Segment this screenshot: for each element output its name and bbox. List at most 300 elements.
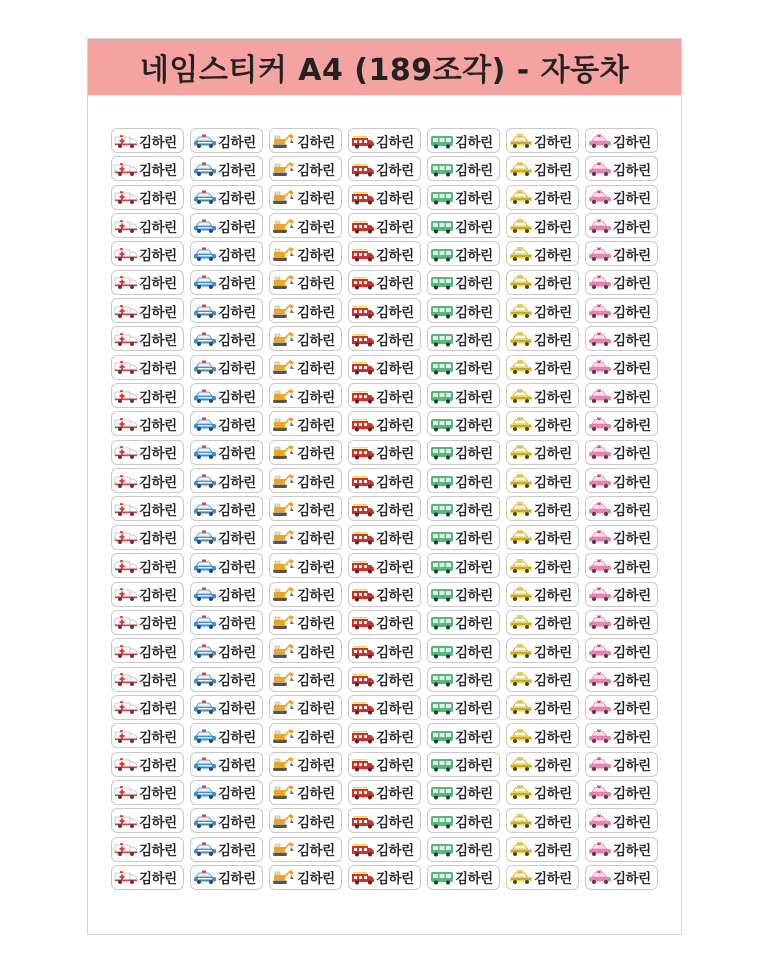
sticker-name: 김하린 bbox=[613, 389, 651, 406]
name-sticker bbox=[269, 808, 342, 833]
fire-truck-icon bbox=[351, 189, 375, 205]
name-sticker bbox=[111, 695, 184, 720]
excavator-icon bbox=[272, 643, 296, 659]
taxi-icon bbox=[509, 699, 533, 715]
name-sticker bbox=[427, 326, 500, 351]
police-car-icon bbox=[193, 189, 217, 205]
bus-icon bbox=[430, 359, 454, 375]
name-sticker bbox=[427, 241, 500, 266]
taxi-icon bbox=[509, 671, 533, 687]
name-sticker bbox=[506, 326, 579, 351]
excavator-icon bbox=[272, 161, 296, 177]
sticker-name: 김하린 bbox=[613, 843, 651, 860]
name-sticker bbox=[111, 298, 184, 323]
name-sticker bbox=[269, 496, 342, 521]
sticker-name: 김하린 bbox=[376, 673, 414, 690]
sticker-name: 김하린 bbox=[297, 162, 335, 179]
sticker-name: 김하린 bbox=[455, 162, 493, 179]
sticker-name: 김하린 bbox=[218, 134, 256, 151]
name-sticker bbox=[190, 837, 263, 862]
fire-truck-icon bbox=[351, 671, 375, 687]
name-sticker bbox=[348, 780, 421, 805]
name-sticker bbox=[111, 185, 184, 210]
sticker-name: 김하린 bbox=[534, 502, 572, 519]
sticker-name: 김하린 bbox=[139, 616, 177, 633]
sticker-name: 김하린 bbox=[455, 616, 493, 633]
fire-truck-icon bbox=[351, 586, 375, 602]
taxi-icon bbox=[509, 728, 533, 744]
name-sticker bbox=[506, 156, 579, 181]
sticker-name: 김하린 bbox=[534, 162, 572, 179]
pink-car-icon bbox=[588, 784, 612, 800]
name-sticker bbox=[111, 355, 184, 380]
sticker-name: 김하린 bbox=[218, 729, 256, 746]
name-sticker bbox=[585, 695, 658, 720]
sticker-name: 김하린 bbox=[139, 247, 177, 264]
sticker-name: 김하린 bbox=[297, 502, 335, 519]
name-sticker bbox=[427, 837, 500, 862]
name-sticker bbox=[111, 383, 184, 408]
taxi-icon bbox=[509, 473, 533, 489]
ambulance-icon bbox=[114, 841, 138, 857]
sticker-name: 김하린 bbox=[455, 219, 493, 236]
name-sticker bbox=[269, 156, 342, 181]
sticker-name: 김하린 bbox=[218, 361, 256, 378]
taxi-icon bbox=[509, 444, 533, 460]
sticker-name: 김하린 bbox=[613, 162, 651, 179]
sticker-name: 김하린 bbox=[455, 701, 493, 718]
sticker-name: 김하린 bbox=[376, 361, 414, 378]
name-sticker bbox=[585, 610, 658, 635]
sticker-name: 김하린 bbox=[455, 502, 493, 519]
sticker-name: 김하린 bbox=[139, 701, 177, 718]
bus-icon bbox=[430, 303, 454, 319]
name-sticker bbox=[348, 213, 421, 238]
bus-icon bbox=[430, 501, 454, 517]
name-sticker bbox=[585, 383, 658, 408]
sticker-name: 김하린 bbox=[297, 191, 335, 208]
excavator-icon bbox=[272, 444, 296, 460]
police-car-icon bbox=[193, 274, 217, 290]
name-sticker bbox=[348, 355, 421, 380]
name-sticker bbox=[427, 213, 500, 238]
sticker-name: 김하린 bbox=[218, 758, 256, 775]
name-sticker bbox=[190, 383, 263, 408]
sticker-name: 김하린 bbox=[139, 361, 177, 378]
bus-icon bbox=[430, 643, 454, 659]
excavator-icon bbox=[272, 756, 296, 772]
pink-car-icon bbox=[588, 558, 612, 574]
name-sticker bbox=[506, 241, 579, 266]
ambulance-icon bbox=[114, 699, 138, 715]
name-sticker bbox=[506, 525, 579, 550]
name-sticker bbox=[269, 185, 342, 210]
bus-icon bbox=[430, 784, 454, 800]
sticker-name: 김하린 bbox=[534, 304, 572, 321]
sticker-name: 김하린 bbox=[455, 474, 493, 491]
police-car-icon bbox=[193, 529, 217, 545]
bus-icon bbox=[430, 558, 454, 574]
taxi-icon bbox=[509, 161, 533, 177]
police-car-icon bbox=[193, 331, 217, 347]
name-sticker bbox=[269, 213, 342, 238]
sticker-name: 김하린 bbox=[297, 474, 335, 491]
name-sticker bbox=[348, 525, 421, 550]
pink-car-icon bbox=[588, 756, 612, 772]
taxi-icon bbox=[509, 756, 533, 772]
name-sticker bbox=[348, 241, 421, 266]
name-sticker bbox=[111, 213, 184, 238]
sticker-name: 김하린 bbox=[297, 219, 335, 236]
sticker-name: 김하린 bbox=[297, 417, 335, 434]
sticker-name: 김하린 bbox=[455, 871, 493, 888]
pink-car-icon bbox=[588, 671, 612, 687]
fire-truck-icon bbox=[351, 444, 375, 460]
sticker-name: 김하린 bbox=[297, 531, 335, 548]
police-car-icon bbox=[193, 416, 217, 432]
name-sticker bbox=[506, 468, 579, 493]
taxi-icon bbox=[509, 388, 533, 404]
pink-car-icon bbox=[588, 444, 612, 460]
ambulance-icon bbox=[114, 218, 138, 234]
sticker-name: 김하린 bbox=[139, 786, 177, 803]
name-sticker bbox=[269, 667, 342, 692]
ambulance-icon bbox=[114, 388, 138, 404]
sticker-name: 김하린 bbox=[613, 304, 651, 321]
fire-truck-icon bbox=[351, 529, 375, 545]
ambulance-icon bbox=[114, 756, 138, 772]
sticker-name: 김하린 bbox=[534, 191, 572, 208]
taxi-icon bbox=[509, 359, 533, 375]
sticker-name: 김하린 bbox=[613, 361, 651, 378]
bus-icon bbox=[430, 699, 454, 715]
name-sticker bbox=[585, 723, 658, 748]
name-sticker bbox=[111, 723, 184, 748]
name-sticker bbox=[269, 355, 342, 380]
ambulance-icon bbox=[114, 558, 138, 574]
name-sticker bbox=[506, 270, 579, 295]
bus-icon bbox=[430, 189, 454, 205]
police-car-icon bbox=[193, 388, 217, 404]
sticker-name: 김하린 bbox=[455, 588, 493, 604]
taxi-icon bbox=[509, 274, 533, 290]
ambulance-icon bbox=[114, 501, 138, 517]
sticker-name: 김하린 bbox=[455, 134, 493, 151]
sticker-name: 김하린 bbox=[613, 417, 651, 434]
sticker-name: 김하린 bbox=[455, 276, 493, 293]
name-sticker bbox=[190, 525, 263, 550]
pink-car-icon bbox=[588, 614, 612, 630]
name-sticker bbox=[269, 553, 342, 578]
sticker-name: 김하린 bbox=[297, 276, 335, 293]
ambulance-icon bbox=[114, 133, 138, 149]
sticker-name: 김하린 bbox=[139, 162, 177, 179]
name-sticker bbox=[427, 780, 500, 805]
sticker-name: 김하린 bbox=[613, 729, 651, 746]
name-sticker bbox=[111, 496, 184, 521]
name-sticker bbox=[190, 610, 263, 635]
name-sticker bbox=[427, 695, 500, 720]
sticker-name: 김하린 bbox=[613, 786, 651, 803]
sticker-name: 김하린 bbox=[613, 502, 651, 519]
sticker-name: 김하린 bbox=[455, 304, 493, 321]
police-car-icon bbox=[193, 699, 217, 715]
name-sticker bbox=[111, 865, 184, 890]
sticker-name: 김하린 bbox=[376, 219, 414, 236]
name-sticker bbox=[585, 270, 658, 295]
excavator-icon bbox=[272, 274, 296, 290]
bus-icon bbox=[430, 246, 454, 262]
name-sticker bbox=[348, 752, 421, 777]
sticker-name: 김하린 bbox=[534, 616, 572, 633]
ambulance-icon bbox=[114, 189, 138, 205]
police-car-icon bbox=[193, 133, 217, 149]
fire-truck-icon bbox=[351, 473, 375, 489]
excavator-icon bbox=[272, 529, 296, 545]
bus-icon bbox=[430, 671, 454, 687]
sticker-name: 김하린 bbox=[455, 644, 493, 661]
name-sticker bbox=[190, 752, 263, 777]
fire-truck-icon bbox=[351, 133, 375, 149]
name-sticker bbox=[190, 270, 263, 295]
name-sticker bbox=[111, 667, 184, 692]
sticker-name: 김하린 bbox=[297, 389, 335, 406]
name-sticker bbox=[506, 837, 579, 862]
excavator-icon bbox=[272, 784, 296, 800]
police-car-icon bbox=[193, 558, 217, 574]
pink-car-icon bbox=[588, 388, 612, 404]
name-sticker bbox=[585, 298, 658, 323]
name-sticker bbox=[427, 411, 500, 436]
name-sticker bbox=[348, 695, 421, 720]
name-sticker bbox=[348, 553, 421, 578]
name-sticker bbox=[348, 326, 421, 351]
ambulance-icon bbox=[114, 331, 138, 347]
police-car-icon bbox=[193, 586, 217, 602]
bus-icon bbox=[430, 529, 454, 545]
police-car-icon bbox=[193, 473, 217, 489]
name-sticker bbox=[585, 440, 658, 465]
name-sticker bbox=[269, 411, 342, 436]
sticker-name: 김하린 bbox=[613, 644, 651, 661]
name-sticker bbox=[111, 582, 184, 607]
sticker-name: 김하린 bbox=[455, 417, 493, 434]
sticker-name: 김하린 bbox=[139, 502, 177, 519]
name-sticker bbox=[348, 440, 421, 465]
name-sticker bbox=[506, 411, 579, 436]
sticker-name: 김하린 bbox=[534, 588, 572, 604]
sticker-name: 김하린 bbox=[455, 332, 493, 349]
name-sticker bbox=[506, 667, 579, 692]
sticker-name: 김하린 bbox=[297, 134, 335, 151]
fire-truck-icon bbox=[351, 869, 375, 885]
pink-car-icon bbox=[588, 274, 612, 290]
sticker-name: 김하린 bbox=[297, 446, 335, 463]
ambulance-icon bbox=[114, 614, 138, 630]
pink-car-icon bbox=[588, 133, 612, 149]
fire-truck-icon bbox=[351, 161, 375, 177]
name-sticker bbox=[427, 496, 500, 521]
sticker-name: 김하린 bbox=[534, 814, 572, 831]
taxi-icon bbox=[509, 841, 533, 857]
bus-icon bbox=[430, 133, 454, 149]
name-sticker bbox=[269, 610, 342, 635]
sticker-name: 김하린 bbox=[297, 871, 335, 888]
pink-car-icon bbox=[588, 218, 612, 234]
name-sticker bbox=[427, 185, 500, 210]
sticker-name: 김하린 bbox=[455, 531, 493, 548]
name-sticker bbox=[427, 525, 500, 550]
pink-car-icon bbox=[588, 359, 612, 375]
sticker-name: 김하린 bbox=[455, 729, 493, 746]
sticker-name: 김하린 bbox=[455, 247, 493, 264]
taxi-icon bbox=[509, 643, 533, 659]
pink-car-icon bbox=[588, 303, 612, 319]
bus-icon bbox=[430, 869, 454, 885]
pink-car-icon bbox=[588, 189, 612, 205]
fire-truck-icon bbox=[351, 331, 375, 347]
sticker-name: 김하린 bbox=[534, 276, 572, 293]
name-sticker bbox=[427, 723, 500, 748]
fire-truck-icon bbox=[351, 699, 375, 715]
police-car-icon bbox=[193, 643, 217, 659]
name-sticker bbox=[585, 355, 658, 380]
bus-icon bbox=[430, 614, 454, 630]
name-sticker bbox=[427, 468, 500, 493]
name-sticker bbox=[427, 582, 500, 607]
sticker-name: 김하린 bbox=[218, 644, 256, 661]
police-car-icon bbox=[193, 614, 217, 630]
name-sticker bbox=[190, 582, 263, 607]
sticker-name: 김하린 bbox=[376, 758, 414, 775]
sticker-name: 김하린 bbox=[376, 843, 414, 860]
sticker-name: 김하린 bbox=[376, 588, 414, 604]
sticker-name: 김하린 bbox=[376, 502, 414, 519]
name-sticker bbox=[269, 865, 342, 890]
ambulance-icon bbox=[114, 246, 138, 262]
name-sticker bbox=[427, 667, 500, 692]
ambulance-icon bbox=[114, 303, 138, 319]
sticker-name: 김하린 bbox=[139, 446, 177, 463]
name-sticker bbox=[427, 638, 500, 663]
police-car-icon bbox=[193, 841, 217, 857]
police-car-icon bbox=[193, 246, 217, 262]
name-sticker bbox=[506, 440, 579, 465]
sticker-name: 김하린 bbox=[534, 361, 572, 378]
police-car-icon bbox=[193, 756, 217, 772]
name-sticker bbox=[427, 610, 500, 635]
sticker-name: 김하린 bbox=[218, 417, 256, 434]
fire-truck-icon bbox=[351, 246, 375, 262]
sticker-name: 김하린 bbox=[297, 588, 335, 604]
bus-icon bbox=[430, 161, 454, 177]
bus-icon bbox=[430, 331, 454, 347]
name-sticker bbox=[111, 411, 184, 436]
sticker-name: 김하린 bbox=[139, 843, 177, 860]
pink-car-icon bbox=[588, 728, 612, 744]
sticker-name: 김하린 bbox=[139, 531, 177, 548]
sticker-name: 김하린 bbox=[455, 786, 493, 803]
name-sticker bbox=[269, 723, 342, 748]
pink-car-icon bbox=[588, 643, 612, 659]
sticker-name: 김하린 bbox=[376, 701, 414, 718]
pink-car-icon bbox=[588, 813, 612, 829]
sticker-name: 김하린 bbox=[218, 701, 256, 718]
pink-car-icon bbox=[588, 529, 612, 545]
sticker-name: 김하린 bbox=[534, 219, 572, 236]
sticker-name: 김하린 bbox=[139, 729, 177, 746]
sticker-name: 김하린 bbox=[613, 814, 651, 831]
pink-car-icon bbox=[588, 161, 612, 177]
name-sticker bbox=[111, 440, 184, 465]
name-sticker bbox=[506, 695, 579, 720]
bus-icon bbox=[430, 586, 454, 602]
pink-car-icon bbox=[588, 699, 612, 715]
taxi-icon bbox=[509, 331, 533, 347]
fire-truck-icon bbox=[351, 359, 375, 375]
name-sticker bbox=[348, 185, 421, 210]
sticker-name: 김하린 bbox=[139, 474, 177, 491]
name-sticker bbox=[348, 808, 421, 833]
name-sticker bbox=[506, 865, 579, 890]
sticker-name: 김하린 bbox=[376, 191, 414, 208]
name-sticker bbox=[427, 298, 500, 323]
name-sticker bbox=[585, 128, 658, 153]
pink-car-icon bbox=[588, 869, 612, 885]
name-sticker bbox=[190, 723, 263, 748]
name-sticker bbox=[190, 213, 263, 238]
name-sticker bbox=[506, 298, 579, 323]
name-sticker bbox=[269, 780, 342, 805]
sticker-name: 김하린 bbox=[613, 247, 651, 264]
name-sticker bbox=[190, 355, 263, 380]
name-sticker bbox=[348, 156, 421, 181]
sticker-name: 김하린 bbox=[139, 758, 177, 775]
sticker-name: 김하린 bbox=[218, 588, 256, 604]
name-sticker bbox=[585, 213, 658, 238]
name-sticker bbox=[348, 411, 421, 436]
sticker-name: 김하린 bbox=[297, 247, 335, 264]
name-sticker bbox=[585, 808, 658, 833]
name-sticker bbox=[269, 695, 342, 720]
excavator-icon bbox=[272, 189, 296, 205]
sticker-name: 김하린 bbox=[376, 276, 414, 293]
ambulance-icon bbox=[114, 444, 138, 460]
name-sticker bbox=[111, 638, 184, 663]
sticker-grid bbox=[111, 128, 658, 890]
name-sticker bbox=[427, 128, 500, 153]
sticker-name: 김하린 bbox=[376, 474, 414, 491]
sticker-name: 김하린 bbox=[376, 871, 414, 888]
sticker-name: 김하린 bbox=[455, 843, 493, 860]
excavator-icon bbox=[272, 359, 296, 375]
taxi-icon bbox=[509, 303, 533, 319]
sticker-name: 김하린 bbox=[534, 786, 572, 803]
bus-icon bbox=[430, 756, 454, 772]
sticker-name: 김하린 bbox=[218, 191, 256, 208]
sticker-name: 김하린 bbox=[297, 616, 335, 633]
excavator-icon bbox=[272, 388, 296, 404]
name-sticker bbox=[585, 553, 658, 578]
name-sticker bbox=[269, 383, 342, 408]
name-sticker bbox=[269, 582, 342, 607]
bus-icon bbox=[430, 218, 454, 234]
ambulance-icon bbox=[114, 586, 138, 602]
sticker-name: 김하린 bbox=[218, 446, 256, 463]
name-sticker bbox=[348, 582, 421, 607]
fire-truck-icon bbox=[351, 501, 375, 517]
excavator-icon bbox=[272, 303, 296, 319]
